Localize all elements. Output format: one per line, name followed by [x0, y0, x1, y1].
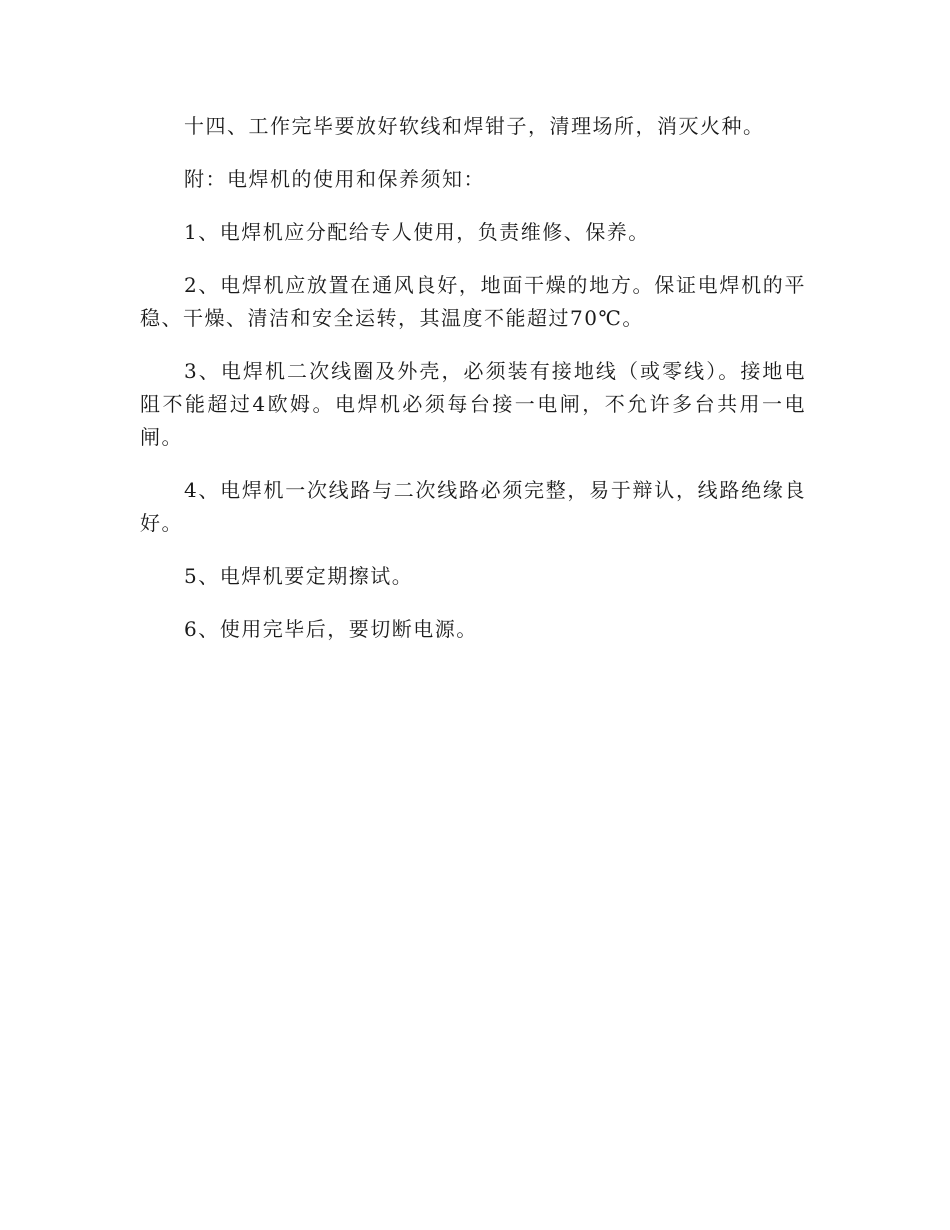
paragraph-item-14: 十四、工作完毕要放好软线和焊钳子，清理场所，消灭火种。: [184, 114, 765, 138]
appendix-item-1: 1、电焊机应分配给专人使用，负责维修、保养。: [184, 220, 650, 244]
appendix-item-5: 5、电焊机要定期擦试。: [184, 564, 414, 588]
appendix-heading: 附：电焊机的使用和保养须知：: [184, 167, 485, 191]
appendix-item-3: 3、电焊机二次线圈及外壳，必须装有接地线（或零线）。接地电阻不能超过4欧姆。电焊机必须每台接一电闸，不允许多台共用一电闸。: [140, 359, 806, 449]
document-body: [140, 110, 806, 666]
appendix-item-4: 4、电焊机一次线路与二次线路必须完整，易于辩认，线路绝缘良好。: [140, 478, 806, 535]
appendix-item-2: 2、电焊机应放置在通风良好，地面干燥的地方。保证电焊机的平稳、干燥、清洁和安全运转，其温度不能超过70℃。: [140, 273, 806, 330]
appendix-item-6: 6、使用完毕后，要切断电源。: [184, 617, 478, 641]
